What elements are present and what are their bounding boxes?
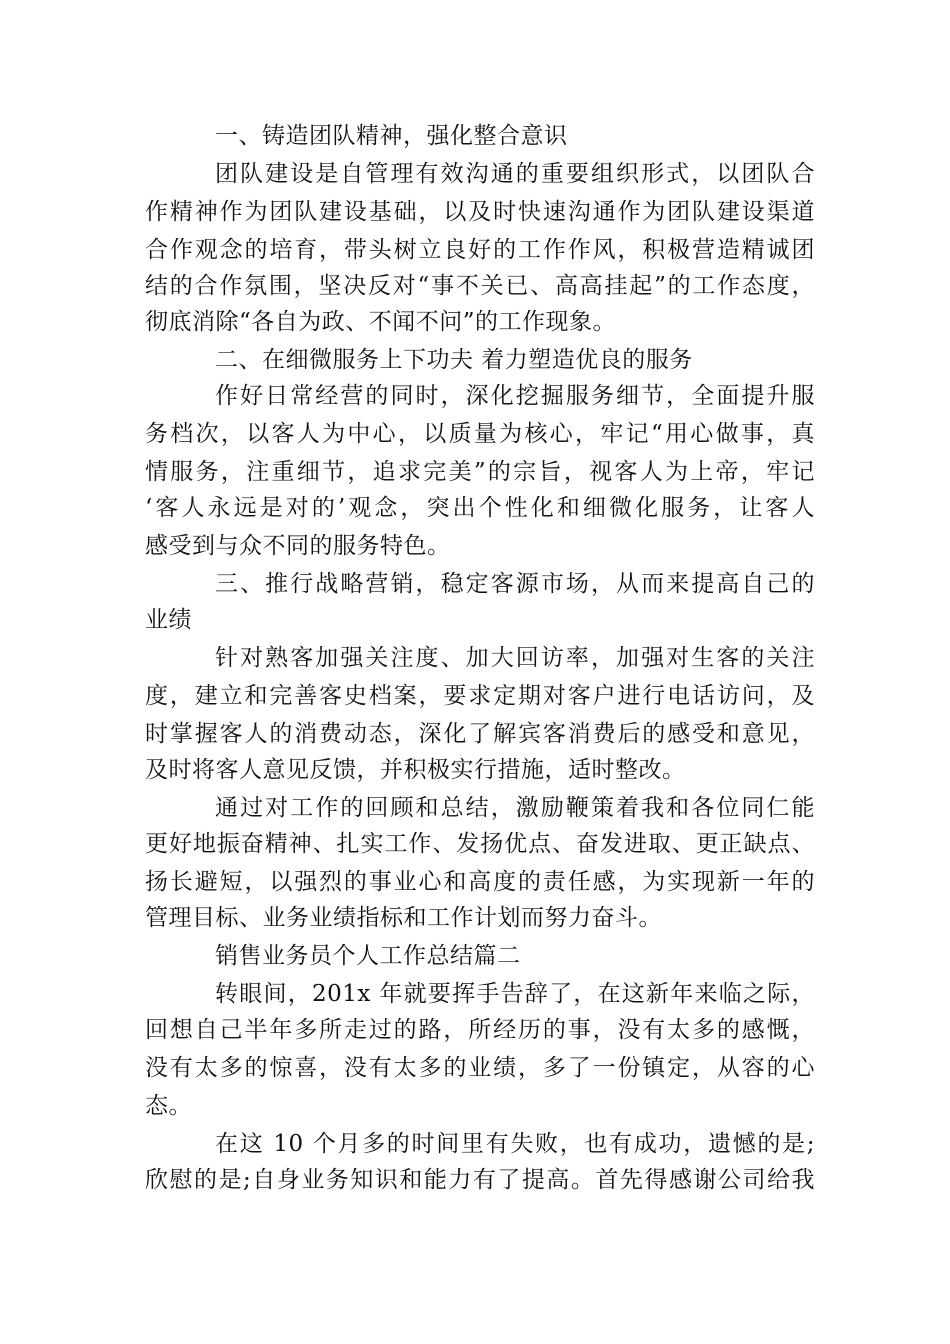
heading-1: 一、铸造团队精神，强化整合意识: [215, 123, 568, 149]
paragraph-line: 务档次，以客人为中心，以质量为核心，牢记“用心做事，真: [145, 421, 815, 447]
heading-3: 三、推行战略营销，稳定客源市场，从而来提高自己的: [215, 571, 815, 597]
paragraph-line: 没有太多的惊喜，没有太多的业绩，多了一份镇定，从容的心: [145, 1055, 815, 1081]
heading-3-continued: 业绩: [145, 607, 192, 633]
paragraph-line: 及时将客人意见反馈，并积极实行措施，适时整改。: [145, 757, 686, 783]
paragraph-line: 彻底消除“各自为政、不闻不问”的工作现象。: [145, 309, 617, 335]
paragraph-line: 欣慰的是;自身业务知识和能力有了提高。首先得感谢公司给我: [145, 1167, 815, 1193]
paragraph-line: 回想自己半年多所走过的路，所经历的事，没有太多的感慨，: [145, 1017, 815, 1043]
heading-2: 二、在细微服务上下功夫 着力塑造优良的服务: [215, 347, 693, 373]
paragraph-line: 情服务，注重细节，追求完美”的宗旨，视客人为上帝，牢记: [145, 459, 815, 485]
paragraph-line: 度，建立和完善客史档案，要求定期对客户进行电话访问，及: [145, 683, 815, 709]
paragraph-line: 结的合作氛围，坚决反对“事不关已、高高挂起”的工作态度，: [145, 273, 815, 299]
section-title: 销售业务员个人工作总结篇二: [215, 943, 521, 969]
paragraph-line: 团队建设是自管理有效沟通的重要组织形式，以团队合: [215, 161, 815, 187]
paragraph-line: 感受到与众不同的服务特色。: [145, 533, 451, 559]
paragraph-line: 扬长避短，以强烈的事业心和高度的责任感，为实现新一年的: [145, 869, 815, 895]
paragraph-line: 作精神作为团队建设基础，以及时快速沟通作为团队建设渠道: [145, 199, 815, 225]
paragraph-line: 转眼间，201x 年就要挥手告辞了，在这新年来临之际，: [215, 981, 815, 1007]
paragraph-line: 在这 10 个月多的时间里有失败，也有成功，遗憾的是;: [215, 1131, 815, 1157]
paragraph-line: 通过对工作的回顾和总结，激励鞭策着我和各位同仁能: [215, 795, 815, 821]
paragraph-line: 针对熟客加强关注度、加大回访率，加强对生客的关注: [215, 645, 815, 671]
paragraph-line: 合作观念的培育，带头树立良好的工作作风，积极营造精诚团: [145, 237, 815, 263]
paragraph-line: 作好日常经营的同时，深化挖掘服务细节，全面提升服: [215, 383, 815, 409]
paragraph-line: ‘客人永远是对的’观念，突出个性化和细微化服务，让客人: [145, 495, 815, 521]
paragraph-line: 更好地振奋精神、扎实工作、发扬优点、奋发进取、更正缺点、: [145, 831, 815, 857]
paragraph-line: 态。: [145, 1093, 192, 1119]
paragraph-line: 管理目标、业务业绩指标和工作计划而努力奋斗。: [145, 905, 662, 931]
paragraph-line: 时掌握客人的消费动态，深化了解宾客消费后的感受和意见，: [145, 721, 815, 747]
